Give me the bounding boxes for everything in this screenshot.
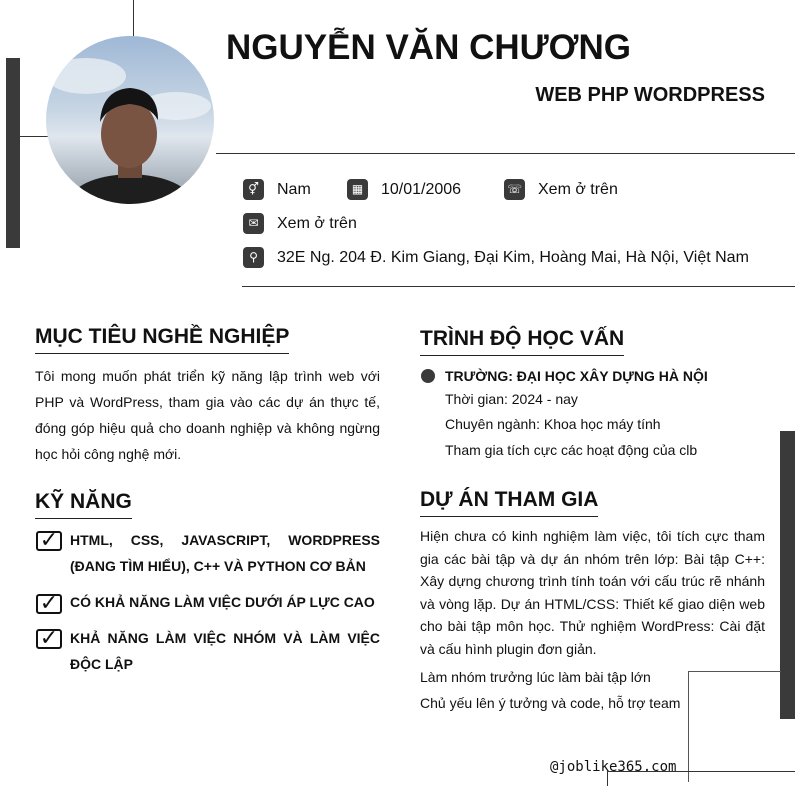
birthday-value: 10/01/2006 <box>381 181 462 198</box>
checkbox-checked-icon: ✓ <box>36 629 62 649</box>
projects-line-1: Làm nhóm trưởng lúc làm bài tập lớn <box>420 669 651 685</box>
gender-value: Nam <box>277 181 311 198</box>
phone-value: Xem ở trên <box>538 181 618 198</box>
left-connector-line <box>20 136 48 137</box>
skills-heading: KỸ NĂNG <box>35 490 132 519</box>
projects-line-2: Chủ yếu lên ý tưởng và code, hỗ trợ team <box>420 695 681 711</box>
projects-heading: DỰ ÁN THAM GIA <box>420 488 598 517</box>
objective-text: Tôi mong muốn phát triển kỹ năng lập trình web với PHP và WordPress, tham gia vào các dự án thực tế, đóng góp hiệu quả cho doanh nghiệp và không ngừng học hỏi công nghệ mới. <box>35 368 380 462</box>
checkbox-checked-icon: ✓ <box>36 531 62 551</box>
skill-item: KHẢ NĂNG LÀM VIỆC NHÓM VÀ LÀM VIỆC ĐỘC LẬP <box>70 630 380 672</box>
envelope-icon: ✉ <box>243 213 264 234</box>
bottom-right-frame <box>688 671 781 782</box>
school-name: TRƯỜNG: ĐẠI HỌC XÂY DỰNG HÀ NỘI <box>445 368 708 384</box>
avatar-photo <box>46 36 214 204</box>
education-activity: Tham gia tích cực các hoạt động của clb <box>445 442 698 458</box>
education-major: Chuyên ngành: Khoa học máy tính <box>445 416 661 432</box>
skill-item: CÓ KHẢ NĂNG LÀM VIỆC DƯỚI ÁP LỰC CAO <box>70 594 375 610</box>
gender-icon: ⚥ <box>243 179 264 200</box>
candidate-name: NGUYỄN VĂN CHƯƠNG <box>226 28 632 67</box>
education-heading: TRÌNH ĐỘ HỌC VẤN <box>420 327 624 356</box>
contact-divider <box>242 286 795 287</box>
address-value: 32E Ng. 204 Đ. Kim Giang, Đại Kim, Hoàng Mai, Hà Nội, Việt Nam <box>277 249 749 266</box>
job-title: WEB PHP WORDPRESS <box>535 84 765 106</box>
objective-heading: MỤC TIÊU NGHỀ NGHIỆP <box>35 325 289 354</box>
right-accent-bar <box>780 431 795 719</box>
top-vertical-line <box>133 0 134 38</box>
education-time: Thời gian: 2024 - nay <box>445 391 578 407</box>
avatar <box>46 36 214 204</box>
checkbox-checked-icon: ✓ <box>36 594 62 614</box>
skill-item: HTML, CSS, JAVASCRIPT, WORDPRESS (ĐANG TÌM HIỂU), C++ VÀ PYTHON CƠ BẢN <box>70 532 380 574</box>
email-value: Xem ở trên <box>277 215 357 232</box>
phone-icon: ☏ <box>504 179 525 200</box>
calendar-icon: ▦ <box>347 179 368 200</box>
header-divider <box>216 153 795 154</box>
map-pin-icon: ⚲ <box>243 247 264 268</box>
watermark: @joblike365.com <box>550 759 677 775</box>
projects-text: Hiện chưa có kinh nghiệm làm việc, tôi tích cực tham gia các bài tập và dự án nhóm trên lớp: Bài tập C++: Xây dựng chương trình tính toán với cấu trúc rẽ nhánh và vòng lặp. Dự án HTML/CSS: Thiết kế giao diện web cho bài tập môn học. Thử nghiệm WordPress: Cài đặt và cấu hình plugin đơn giản. <box>420 528 765 657</box>
bullet-dot-icon <box>421 369 435 383</box>
